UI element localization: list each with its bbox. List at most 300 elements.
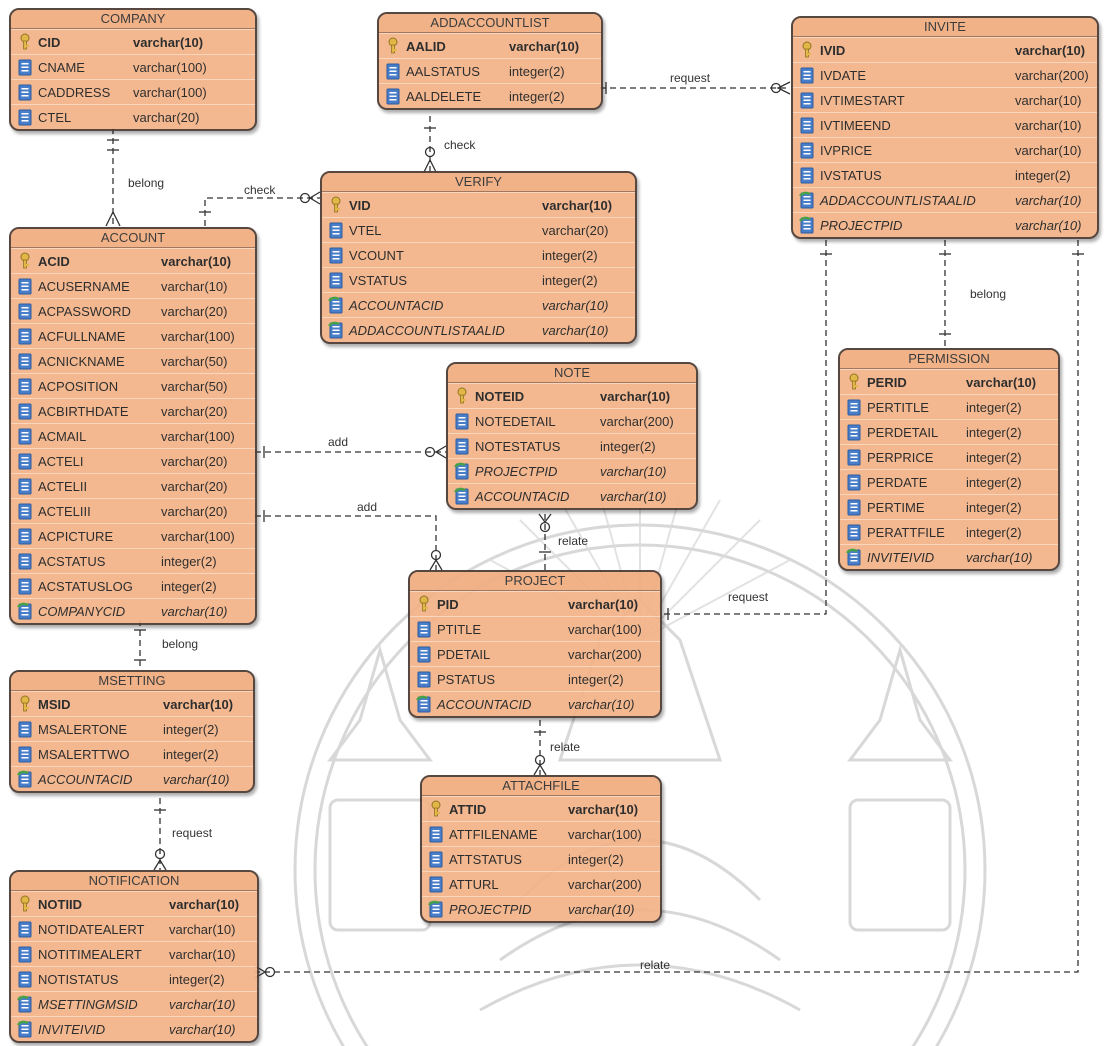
column-type: integer(2): [966, 424, 1022, 440]
column-row: [11, 398, 255, 423]
column-row: [11, 323, 255, 348]
column-type: varchar(50): [161, 378, 228, 394]
column-type: varchar(200): [1015, 67, 1089, 83]
entity-title: COMPANY: [11, 10, 255, 29]
column-row: [11, 473, 255, 498]
relationship-label: request: [670, 71, 711, 85]
column-type: varchar(200): [568, 876, 642, 892]
column-type: integer(2): [568, 671, 624, 687]
column-type: varchar(100): [161, 528, 235, 544]
relationship-label: check: [444, 138, 476, 152]
column-name: COMPANYCID: [38, 603, 126, 619]
column-icon: [17, 83, 33, 101]
foreign-key-icon: [799, 216, 815, 234]
column-row: [11, 104, 255, 129]
column-icon: [17, 277, 33, 295]
column-type: varchar(100): [568, 621, 642, 637]
column-type: varchar(10): [169, 921, 236, 937]
column-type: varchar(10): [169, 996, 236, 1012]
column-row: [11, 448, 255, 473]
entity-title: INVITE: [793, 18, 1097, 37]
column-row: [11, 716, 253, 741]
column-name: MSID: [38, 696, 71, 712]
foreign-key-row: [322, 292, 635, 317]
column-name: PROJECTPID: [449, 901, 532, 917]
column-type: varchar(20): [133, 109, 200, 125]
column-type: integer(2): [161, 553, 217, 569]
column-name: ACSTATUSLOG: [38, 578, 133, 594]
column-name: IVSTATUS: [820, 167, 882, 183]
column-name: ADDACCOUNTLISTAALID: [820, 192, 976, 208]
column-icon: [454, 412, 470, 430]
column-row: [448, 433, 696, 458]
entity-project[interactable]: [408, 570, 662, 718]
column-name: CID: [38, 34, 61, 50]
column-icon: [846, 523, 862, 541]
column-name: PERATTFILE: [867, 524, 945, 540]
column-type: varchar(100): [568, 826, 642, 842]
column-row: [793, 62, 1097, 87]
column-name: AALSTATUS: [406, 63, 480, 79]
column-icon: [17, 970, 33, 988]
primary-key-row: [422, 796, 660, 821]
column-row: [840, 494, 1058, 519]
column-type: integer(2): [966, 449, 1022, 465]
column-type: varchar(10): [169, 896, 240, 912]
column-type: integer(2): [163, 746, 219, 762]
column-type: integer(2): [542, 247, 598, 263]
column-row: [422, 846, 660, 871]
column-row: [410, 616, 660, 641]
column-type: integer(2): [966, 399, 1022, 415]
foreign-key-row: [448, 458, 696, 483]
column-row: [448, 408, 696, 433]
key-icon: [17, 695, 33, 713]
column-name: ACTELIII: [38, 503, 91, 519]
column-type: integer(2): [568, 851, 624, 867]
column-icon: [17, 945, 33, 963]
column-name: ACPOSITION: [38, 378, 119, 394]
entity-title: MSETTING: [11, 672, 253, 691]
column-type: integer(2): [1015, 167, 1071, 183]
column-name: CNAME: [38, 59, 85, 75]
column-type: varchar(10): [568, 596, 639, 612]
entity-company[interactable]: [9, 8, 257, 131]
column-name: PERDETAIL: [867, 424, 939, 440]
foreign-key-icon: [17, 770, 33, 788]
column-icon: [846, 398, 862, 416]
column-type: varchar(100): [161, 428, 235, 444]
column-name: IVPRICE: [820, 142, 873, 158]
column-name: ACNICKNAME: [38, 353, 125, 369]
key-icon: [17, 33, 33, 51]
column-name: PROJECTPID: [475, 463, 558, 479]
entity-title: PROJECT: [410, 572, 660, 591]
foreign-key-icon: [799, 191, 815, 209]
column-icon: [428, 850, 444, 868]
foreign-key-row: [11, 991, 257, 1016]
foreign-key-icon: [416, 695, 432, 713]
column-name: ACMAIL: [38, 428, 87, 444]
column-name: NOTEID: [475, 388, 525, 404]
column-type: varchar(20): [161, 403, 228, 419]
column-row: [11, 523, 255, 548]
primary-key-row: [840, 369, 1058, 394]
entity-title: ATTACHFILE: [422, 777, 660, 796]
column-row: [840, 519, 1058, 544]
column-row: [840, 419, 1058, 444]
column-icon: [17, 58, 33, 76]
column-type: varchar(10): [1015, 42, 1086, 58]
column-type: varchar(100): [133, 59, 207, 75]
foreign-key-icon: [846, 548, 862, 566]
column-type: varchar(10): [966, 549, 1033, 565]
column-name: NOTEDETAIL: [475, 413, 556, 429]
column-row: [11, 548, 255, 573]
column-icon: [17, 402, 33, 420]
column-icon: [17, 502, 33, 520]
column-name: PTITLE: [437, 621, 482, 637]
relationship-label: request: [172, 826, 213, 840]
column-icon: [17, 477, 33, 495]
column-name: CADDRESS: [38, 84, 111, 100]
column-type: varchar(10): [568, 696, 635, 712]
column-name: ACTELI: [38, 453, 84, 469]
column-row: [11, 741, 253, 766]
relationship-label: belong: [128, 176, 165, 190]
entity-msetting[interactable]: [9, 670, 255, 793]
column-type: integer(2): [163, 721, 219, 737]
column-row: [322, 242, 635, 267]
column-type: integer(2): [542, 272, 598, 288]
column-icon: [17, 745, 33, 763]
column-name: ACID: [38, 253, 70, 269]
column-icon: [385, 87, 401, 105]
foreign-key-row: [793, 212, 1097, 237]
relationship-label: add: [357, 500, 378, 514]
column-name: MSALERTTWO: [38, 746, 130, 762]
column-type: integer(2): [161, 578, 217, 594]
column-type: varchar(100): [161, 328, 235, 344]
relationship-label: request: [728, 590, 769, 604]
entity-permission[interactable]: [838, 348, 1060, 571]
column-name: ATTID: [449, 801, 487, 817]
column-name: VSTATUS: [349, 272, 408, 288]
column-icon: [17, 108, 33, 126]
column-icon: [17, 352, 33, 370]
column-row: [11, 916, 257, 941]
foreign-key-row: [410, 691, 660, 716]
column-row: [11, 498, 255, 523]
column-name: ATTFILENAME: [449, 826, 538, 842]
primary-key-row: [11, 29, 255, 54]
rel-line-account-project: [255, 516, 436, 570]
column-name: ATTSTATUS: [449, 851, 522, 867]
column-row: [840, 444, 1058, 469]
column-type: varchar(10): [169, 1021, 236, 1037]
column-row: [410, 666, 660, 691]
column-type: varchar(100): [133, 84, 207, 100]
column-row: [11, 966, 257, 991]
foreign-key-row: [840, 544, 1058, 569]
key-icon: [17, 895, 33, 913]
column-type: varchar(20): [161, 303, 228, 319]
column-icon: [17, 452, 33, 470]
column-row: [422, 821, 660, 846]
column-name: NOTITIMEALERT: [38, 946, 142, 962]
foreign-key-icon: [17, 1020, 33, 1038]
key-icon: [428, 800, 444, 818]
column-name: ADDACCOUNTLISTAALID: [349, 322, 505, 338]
foreign-key-row: [422, 896, 660, 921]
column-name: VID: [349, 197, 371, 213]
foreign-key-icon: [328, 296, 344, 314]
foreign-key-icon: [17, 602, 33, 620]
foreign-key-icon: [328, 321, 344, 339]
entity-account[interactable]: [9, 227, 257, 625]
column-type: varchar(20): [161, 478, 228, 494]
column-type: varchar(10): [542, 322, 609, 338]
column-icon: [328, 221, 344, 239]
key-icon: [454, 387, 470, 405]
primary-key-row: [379, 33, 601, 58]
primary-key-row: [793, 37, 1097, 62]
column-name: ACCOUNTACID: [437, 696, 532, 712]
column-type: varchar(10): [133, 34, 204, 50]
column-name: NOTIDATEALERT: [38, 921, 145, 937]
column-type: integer(2): [600, 438, 656, 454]
column-name: ACUSERNAME: [38, 278, 130, 294]
column-icon: [799, 66, 815, 84]
entity-verify[interactable]: [320, 171, 637, 344]
column-icon: [17, 302, 33, 320]
column-name: MSETTINGMSID: [38, 996, 138, 1012]
column-name: ATTURL: [449, 876, 499, 892]
column-name: ACPICTURE: [38, 528, 114, 544]
column-type: varchar(10): [542, 197, 613, 213]
column-icon: [17, 552, 33, 570]
column-name: AALID: [406, 38, 446, 54]
relationship-label: relate: [640, 958, 671, 972]
column-type: varchar(10): [600, 388, 671, 404]
foreign-key-row: [322, 317, 635, 342]
column-icon: [416, 645, 432, 663]
column-name: AALDELETE: [406, 88, 482, 104]
column-row: [840, 394, 1058, 419]
column-row: [11, 941, 257, 966]
column-icon: [17, 527, 33, 545]
column-type: varchar(10): [600, 463, 667, 479]
column-name: NOTESTATUS: [475, 438, 561, 454]
column-icon: [846, 473, 862, 491]
relationship-label: belong: [162, 637, 199, 651]
primary-key-row: [11, 691, 253, 716]
foreign-key-icon: [454, 462, 470, 480]
column-type: varchar(20): [542, 222, 609, 238]
column-type: integer(2): [169, 971, 225, 987]
column-type: varchar(10): [161, 278, 228, 294]
column-type: varchar(10): [1015, 92, 1082, 108]
column-row: [11, 573, 255, 598]
key-icon: [328, 196, 344, 214]
key-icon: [17, 252, 33, 270]
column-row: [410, 641, 660, 666]
relationship-label: belong: [970, 287, 1007, 301]
entity-addaccountlist[interactable]: [377, 12, 603, 110]
column-type: varchar(10): [966, 374, 1037, 390]
column-icon: [17, 427, 33, 445]
column-type: varchar(10): [568, 801, 639, 817]
column-icon: [799, 141, 815, 159]
column-type: varchar(10): [1015, 142, 1082, 158]
column-type: varchar(10): [509, 38, 580, 54]
column-icon: [428, 875, 444, 893]
column-type: varchar(50): [161, 353, 228, 369]
column-row: [11, 373, 255, 398]
entity-title: VERIFY: [322, 173, 635, 192]
column-name: PERPRICE: [867, 449, 934, 465]
column-name: IVTIMESTART: [820, 92, 905, 108]
column-type: integer(2): [966, 524, 1022, 540]
column-name: ACPASSWORD: [38, 303, 131, 319]
column-type: varchar(200): [600, 413, 674, 429]
relationship-label: relate: [558, 534, 589, 548]
primary-key-row: [11, 891, 257, 916]
column-type: varchar(10): [163, 771, 230, 787]
column-icon: [846, 423, 862, 441]
column-name: CTEL: [38, 109, 72, 125]
column-icon: [846, 498, 862, 516]
column-name: ACCOUNTACID: [475, 488, 570, 504]
key-icon: [846, 373, 862, 391]
column-icon: [17, 720, 33, 738]
primary-key-row: [11, 248, 255, 273]
key-icon: [799, 41, 815, 59]
column-name: INVITEIVID: [867, 549, 935, 565]
column-name: VCOUNT: [349, 247, 404, 263]
column-name: INVITEIVID: [38, 1021, 106, 1037]
column-type: varchar(10): [1015, 217, 1082, 233]
column-name: PDETAIL: [437, 646, 491, 662]
column-type: varchar(200): [568, 646, 642, 662]
column-row: [11, 348, 255, 373]
column-icon: [454, 437, 470, 455]
foreign-key-row: [793, 187, 1097, 212]
column-name: PID: [437, 596, 459, 612]
column-row: [322, 267, 635, 292]
entity-attachfile[interactable]: [420, 775, 662, 923]
column-icon: [428, 825, 444, 843]
column-name: ACSTATUS: [38, 553, 106, 569]
column-name: PERDATE: [867, 474, 928, 490]
relationship-label: relate: [550, 740, 581, 754]
entity-title: NOTIFICATION: [11, 872, 257, 891]
column-name: MSALERTONE: [38, 721, 128, 737]
column-row: [11, 298, 255, 323]
column-icon: [328, 271, 344, 289]
column-name: IVDATE: [820, 67, 866, 83]
column-icon: [846, 448, 862, 466]
column-row: [422, 871, 660, 896]
column-icon: [799, 166, 815, 184]
relationship-label: add: [328, 435, 349, 449]
column-type: varchar(10): [1015, 117, 1082, 133]
column-type: varchar(10): [542, 297, 609, 313]
column-row: [793, 137, 1097, 162]
column-row: [379, 83, 601, 108]
column-icon: [799, 91, 815, 109]
key-icon: [385, 37, 401, 55]
primary-key-row: [322, 192, 635, 217]
column-name: ACCOUNTACID: [349, 297, 444, 313]
column-type: varchar(10): [600, 488, 667, 504]
primary-key-row: [448, 383, 696, 408]
entity-title: ADDACCOUNTLIST: [379, 14, 601, 33]
column-name: ACFULLNAME: [38, 328, 126, 344]
column-type: integer(2): [509, 63, 565, 79]
column-name: ACTELII: [38, 478, 88, 494]
foreign-key-icon: [454, 487, 470, 505]
column-row: [840, 469, 1058, 494]
column-name: PERTITLE: [867, 399, 929, 415]
key-icon: [416, 595, 432, 613]
column-type: varchar(10): [161, 603, 228, 619]
column-type: varchar(10): [568, 901, 635, 917]
entity-invite[interactable]: [791, 16, 1099, 239]
column-name: PSTATUS: [437, 671, 496, 687]
column-row: [11, 273, 255, 298]
column-type: integer(2): [509, 88, 565, 104]
column-row: [11, 54, 255, 79]
column-type: integer(2): [966, 474, 1022, 490]
foreign-key-row: [11, 766, 253, 791]
column-name: PROJECTPID: [820, 217, 903, 233]
column-type: varchar(20): [161, 453, 228, 469]
column-row: [322, 217, 635, 242]
column-row: [793, 112, 1097, 137]
relationship-label: check: [244, 183, 276, 197]
column-icon: [416, 620, 432, 638]
entity-title: NOTE: [448, 364, 696, 383]
foreign-key-row: [448, 483, 696, 508]
column-type: integer(2): [966, 499, 1022, 515]
column-type: varchar(10): [1015, 192, 1082, 208]
column-row: [793, 87, 1097, 112]
column-name: NOTIID: [38, 896, 83, 912]
column-icon: [17, 327, 33, 345]
column-name: NOTISTATUS: [38, 971, 119, 987]
entity-note[interactable]: [446, 362, 698, 510]
column-icon: [328, 246, 344, 264]
foreign-key-icon: [428, 900, 444, 918]
column-icon: [17, 577, 33, 595]
entity-notification[interactable]: [9, 870, 259, 1043]
column-row: [11, 79, 255, 104]
column-type: varchar(10): [163, 696, 234, 712]
column-type: varchar(10): [161, 253, 232, 269]
column-icon: [385, 62, 401, 80]
column-name: IVID: [820, 42, 846, 58]
column-icon: [799, 116, 815, 134]
column-row: [793, 162, 1097, 187]
column-name: ACCOUNTACID: [38, 771, 133, 787]
column-icon: [17, 377, 33, 395]
column-name: PERID: [867, 374, 907, 390]
entity-title: PERMISSION: [840, 350, 1058, 369]
column-row: [379, 58, 601, 83]
foreign-key-row: [11, 1016, 257, 1041]
column-name: VTEL: [349, 222, 382, 238]
